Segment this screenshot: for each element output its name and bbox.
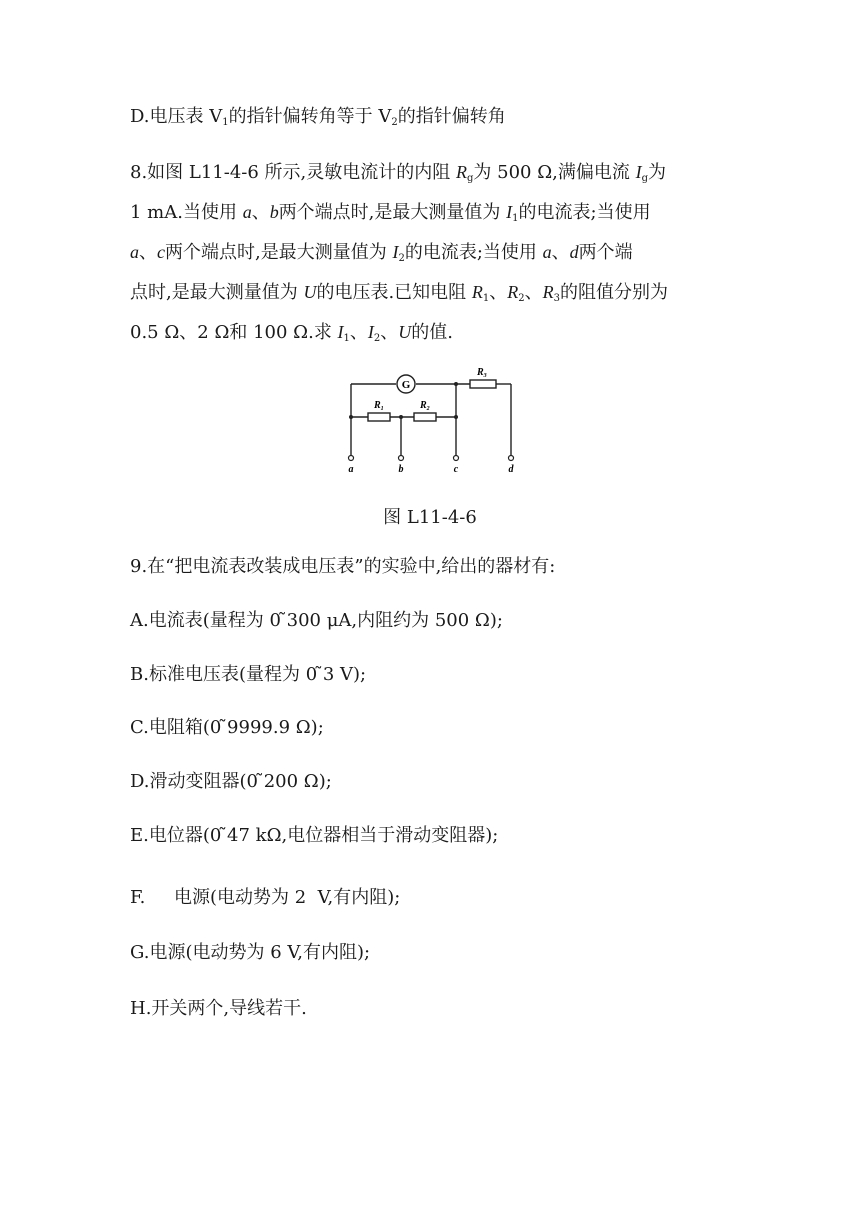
q9-intro: 9.在“把电流表改装成电压表”的实验中,给出的器材有: [130,556,556,577]
text: 、 [551,242,570,263]
junction-dot [454,415,458,419]
subscript: 2 [398,253,405,264]
q9-item-a: A.电流表(量程为 0 ̃300 μA,内阻约为 500 Ω); [130,610,503,631]
text: 、 [139,242,157,263]
junction-dot [399,415,403,419]
subscript: 2 [373,333,381,344]
terminal-label-d: d [508,464,514,475]
subscript: 1 [512,213,519,224]
terminal-c [454,456,459,461]
q9-item-g: G.电源(电动势为 6 V,有内阻); [130,942,371,963]
galvanometer-label: G [401,379,411,391]
text: 、 [251,202,270,223]
r3-letter: R [477,367,484,378]
r1-sub: 1 [380,406,384,412]
text: D.电压表 V [130,106,223,127]
text: 两个端点时,是最大测量值为 [278,202,507,223]
terminal-label-b: b [398,464,404,475]
subscript: 1 [222,117,229,128]
text: 的阻值分别为 [560,282,669,303]
var: I [367,322,374,342]
text: 的值. [411,322,454,343]
var: U [303,282,317,302]
resistor-r3 [470,380,496,388]
var: R [507,282,519,302]
text: 1 mA.当使用 [130,202,243,223]
var: a [130,242,139,262]
q9-item-d: D.滑动变阻器(0 ̃200 Ω); [130,771,332,792]
q9-item-b: B.标准电压表(量程为 0 ̃3 V); [130,664,367,685]
text: 的电压表.已知电阻 [316,282,472,303]
subscript: 2 [391,117,398,128]
subscript: 3 [553,293,561,304]
text: 的电流表;当使用 [404,242,543,263]
q9-item-c: C.电阻箱(0 ̃9999.9 Ω); [130,717,324,738]
var: R [542,282,554,302]
resistor-r2 [414,413,436,421]
r3-sub: 3 [483,373,487,379]
text: 8.如图 L11-4-6 所示,灵敏电流计的内阻 [130,162,456,183]
var: I [337,322,344,342]
r3-label [476,367,487,379]
text: 、 [524,282,543,303]
var: d [569,242,579,262]
text: 两个端点时,是最大测量值为 [165,242,393,263]
terminal-label-a: a [348,464,354,475]
subscript: 2 [518,293,525,304]
circuit-diagram [0,0,860,490]
text: 的指针偏转角 [397,106,506,127]
junction-dot [349,415,353,419]
q9-item-h: H.开关两个,导线若干. [130,998,307,1019]
terminal-b [399,456,404,461]
var: U [398,322,412,342]
text: 的电流表;当使用 [518,202,651,223]
r1-letter: R [374,400,381,411]
var: a [242,202,252,222]
r1-label [373,400,384,412]
terminal-d [509,456,514,461]
var: c [157,242,165,262]
subscript: g [467,173,474,184]
r2-label [419,400,430,412]
text: 点时,是最大测量值为 [130,282,304,303]
subscript: 1 [343,333,350,344]
var: I [506,202,513,222]
text: 两个端 [578,242,633,263]
text: 、 [349,322,368,343]
text: 为 500 Ω,满偏电流 [473,162,636,183]
var: R [471,282,483,302]
terminal-a [349,456,354,461]
var: I [392,242,399,262]
text: 、 [489,282,508,303]
q9-item-f: F. 电源(电动势为 2 V,有内阻); [130,887,401,908]
subscript: g [641,173,648,184]
text: 为 [647,162,666,183]
var: I [635,162,642,182]
resistor-r1 [368,413,390,421]
var: a [542,242,552,262]
text: 0.5 Ω、2 Ω和 100 Ω.求 [130,322,338,343]
q9-item-e: E.电位器(0 ̃47 kΩ,电位器相当于滑动变阻器); [130,825,499,846]
junction-dot [454,382,458,386]
r2-letter: R [420,400,427,411]
var: R [456,162,467,182]
text: 的指针偏转角等于 V [228,106,392,127]
terminal-label-c: c [453,464,459,475]
r2-sub: 2 [426,406,430,412]
var: b [269,202,279,222]
text: 、 [380,322,399,343]
figure-caption: 图 L11-4-6 [383,507,477,528]
subscript: 1 [482,293,490,304]
